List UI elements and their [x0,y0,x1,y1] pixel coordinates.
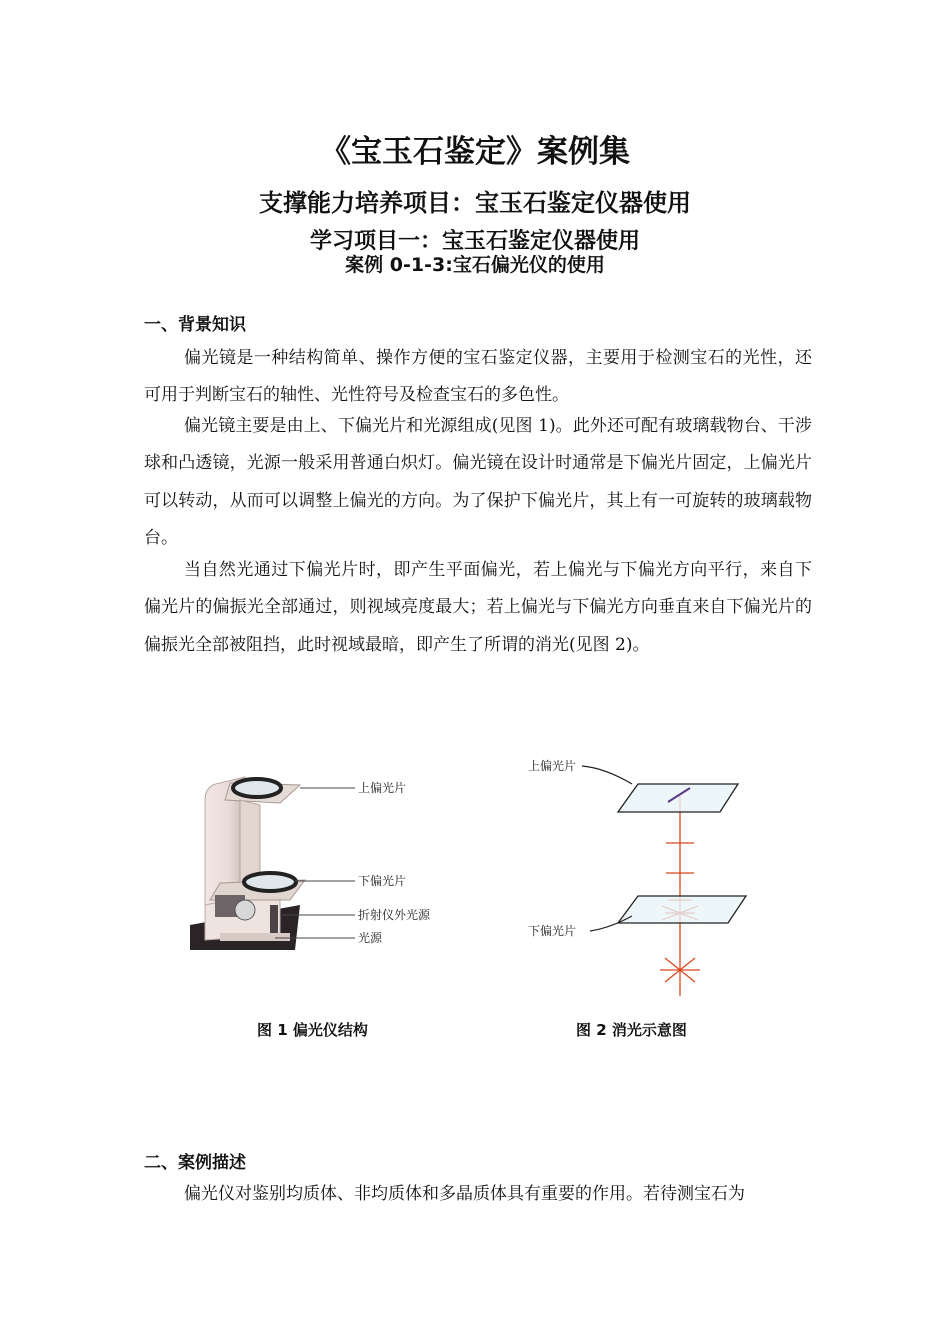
document-title: 《宝玉石鉴定》案例集 [320,134,630,170]
section1-paragraph-2: 偏光镜主要是由上、下偏光片和光源组成(见图 1)。此外还可配有玻璃载物台、干涉球和凸透镜，光源一般采用普通白炽灯。偏光镜在设计时通常是下偏光片固定，上偏光片可以转动，从而可以调整上偏光的方向。为了保护下偏光片，其上有一可旋转的玻璃载物台。 [144,416,812,548]
learning-project-title: 学习项目一：宝玉石鉴定仪器使用 [309,229,640,254]
label-refractometer-light: 折射仪外光源 [358,908,431,922]
extinction-diagram-figure [520,748,780,1000]
label-light-source: 光源 [358,931,383,945]
project-title: 支撑能力培养项目：宝玉石鉴定仪器使用 [259,189,691,217]
section2-paragraph: 偏光仪对鉴别均质体、非均质体和多晶质体具有重要的作用。若待测宝石为 [184,1184,745,1204]
label-lower-polarizer: 下偏光片 [358,874,407,888]
figure2-caption: 图 2 消光示意图 [576,1021,687,1039]
section1-paragraph-3: 当自然光通过下偏光片时，即产生平面偏光，若上偏光与下偏光方向平行，来自下偏光片的偏振光全部通过，则视域亮度最大；若上偏光与下偏光方向垂直来自下偏光片的偏振光全部被阻挡，此时视域最暗，即产生了所谓的消光(见图 2)。 [144,560,812,655]
label-upper-polarizer: 上偏光片 [358,781,407,795]
section2-heading: 二、案例描述 [144,1153,246,1173]
section1-heading: 一、背景知识 [144,315,246,335]
case-title: 案例 0-1-3:宝石偏光仪的使用 [345,254,605,276]
label-lower-polarizer: 下偏光片 [528,924,577,938]
label-upper-polarizer: 上偏光片 [528,759,577,773]
figure1-caption: 图 1 偏光仪结构 [257,1021,368,1039]
section1-paragraph-1: 偏光镜是一种结构简单、操作方便的宝石鉴定仪器，主要用于检测宝石的光性，还可用于判断宝石的轴性、光性符号及检查宝石的多色性。 [144,348,812,406]
polariscope-structure-figure [185,755,445,965]
